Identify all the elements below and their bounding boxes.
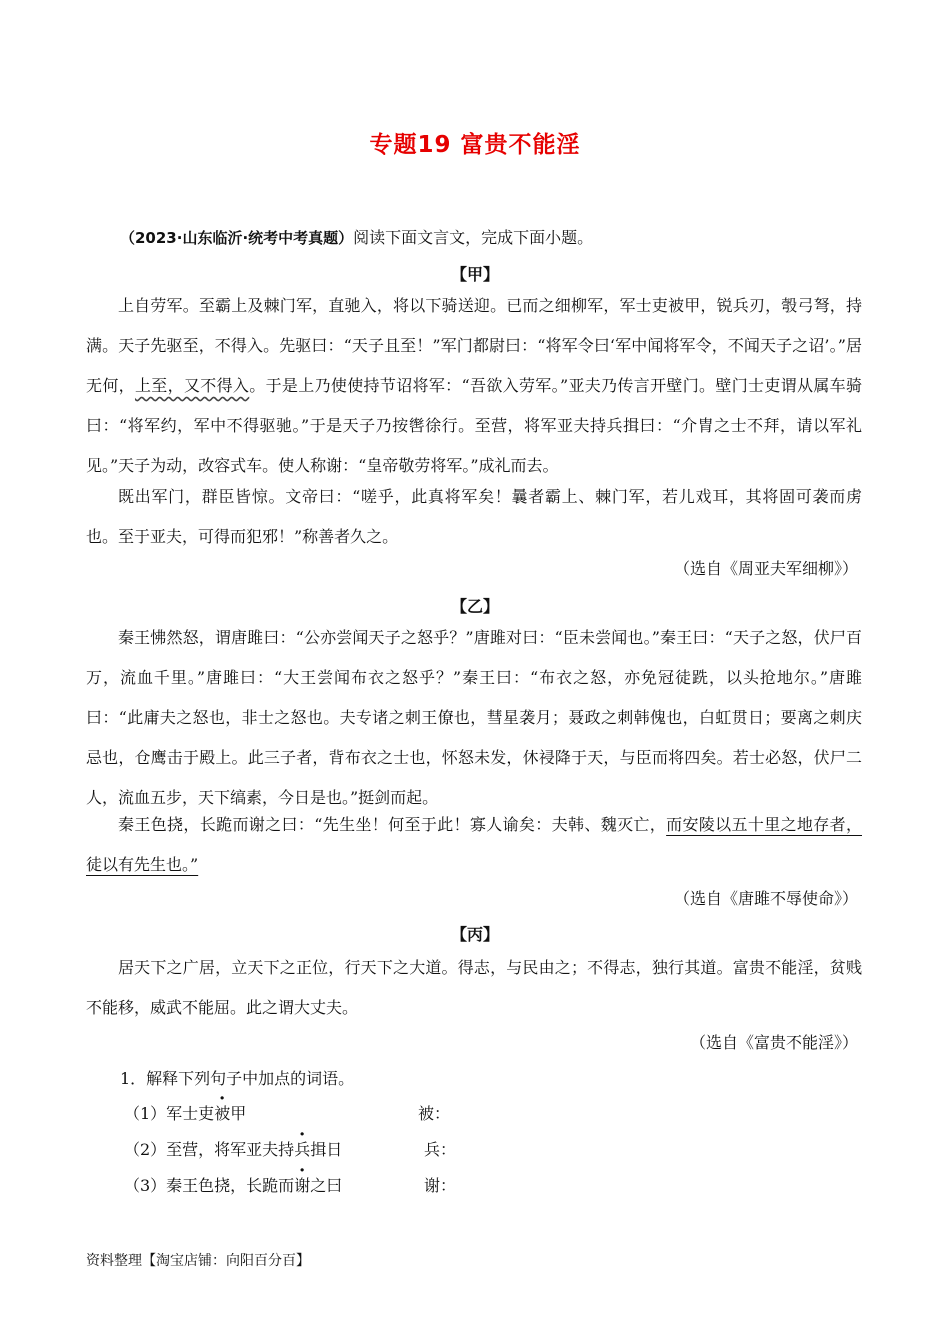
jia-citation: （选自《周亚夫军细柳》） [673,559,858,578]
item-2-answer-label: 兵： [424,1140,457,1159]
footer-note: 资料整理【淘宝店铺：向阳百分百】 [86,1253,310,1269]
question-item-2 [124,1137,342,1160]
source-tag: （2023·山东临沂·统考中考真题） [120,229,354,247]
item-3-dotted-word: 谢 [294,1176,311,1195]
jia-paragraph-1 [86,286,862,486]
item-3-pre: （3）秦王色挠，长跪而 [124,1176,295,1195]
jia-text-a: 上自劳军。至霸上及棘门军，直驰入，将以下骑送迎。已而之细柳军，军士吏被甲，锐兵刃，彀弓弩，持满。天子先驱至，不得入。先驱曰：“天子且至！”军门都尉曰：“将军令曰‘军中闻将军令，不闻天子之诏’。”居无何， [86,296,862,395]
section-heading-jia: 【甲】 [450,265,499,284]
item-1-dotted-word: 被 [214,1104,231,1123]
item-2-post: 揖日 [310,1140,343,1159]
question-source [120,226,593,250]
bing-citation: （选自《富贵不能淫》） [689,1033,858,1052]
yi-paragraph-2 [86,805,862,885]
yi-underlined-text: 而安陵以五十里之地存者，徒以有先生也。” [86,815,862,874]
item-1-pre: （1）军士吏 [124,1104,215,1123]
item-1-post: 甲 [230,1104,247,1123]
section-heading-yi: 【乙】 [450,597,499,616]
yi-text-a: 秦王色挠，长跪而谢之曰：“先生坐！何至于此！寡人谕矣：夫韩、魏灭亡， [118,815,667,834]
item-3-post: 之曰 [310,1176,343,1195]
jia-wavy-text: 上至，又不得入 [134,376,250,395]
item-3-answer-label: 谢： [424,1176,457,1195]
question-stem: 1．解释下列句子中加点的词语。 [120,1069,355,1088]
question-item-1 [124,1101,246,1124]
source-instruction: 阅读下面文言文，完成下面小题。 [353,228,594,247]
question-item-3 [124,1173,342,1196]
item-2-pre: （2）至营，将军亚夫持 [124,1140,295,1159]
bing-paragraph-1: 居天下之广居，立天下之正位，行天下之大道。得志，与民由之；不得志，独行其道。富贵不能淫，贫贱不能移，威武不能屈。此之谓大丈夫。 [86,958,862,1017]
yi-paragraph-1: 秦王怫然怒，谓唐雎曰：“公亦尝闻天子之怒乎？”唐雎对曰：“臣未尝闻也。”秦王曰：“天子之怒，伏尸百万，流血千里。”唐雎曰：“大王尝闻布衣之怒乎？”秦王曰：“布衣之怒，亦免冠徒跣，以头抢地尔。”唐雎曰：“此庸夫之怒也，非士之怒也。夫专诸之刺王僚也，彗星袭月；聂政之刺韩傀也，白虹贯日；要离之刺庆忌也，仓鹰击于殿上。此三子者，背布衣之士也，怀怒未发，休祲降于天，与臣而将四矣。若士必怒，伏尸二人，流血五步，天下缟素，今日是也。”挺剑而起。 [86,628,862,807]
section-heading-bing: 【丙】 [450,925,499,944]
jia-text-b: 。于是上乃使使持节诏将军：“吾欲入劳军。”亚夫乃传言开壁门。壁门士吏谓从属车骑曰：“将军约，军中不得驱驰。”于是天子乃按辔徐行。至营，将军亚夫持兵揖曰：“介胄之士不拜，请以军礼见。”天子为动，改容式车。使人称谢：“皇帝敬劳将军。”成礼而去。 [86,376,862,475]
item-2-dotted-word: 兵 [294,1140,311,1159]
item-1-answer-label: 被： [418,1104,451,1123]
page-title: 专题19 富贵不能淫 [369,132,581,158]
yi-citation: （选自《唐雎不辱使命》） [673,889,858,908]
jia-paragraph-2: 既出军门，群臣皆惊。文帝曰：“嗟乎，此真将军矣！曩者霸上、棘门军，若儿戏耳，其将固可袭而虏也。至于亚夫，可得而犯邪！”称善者久之。 [86,487,862,546]
